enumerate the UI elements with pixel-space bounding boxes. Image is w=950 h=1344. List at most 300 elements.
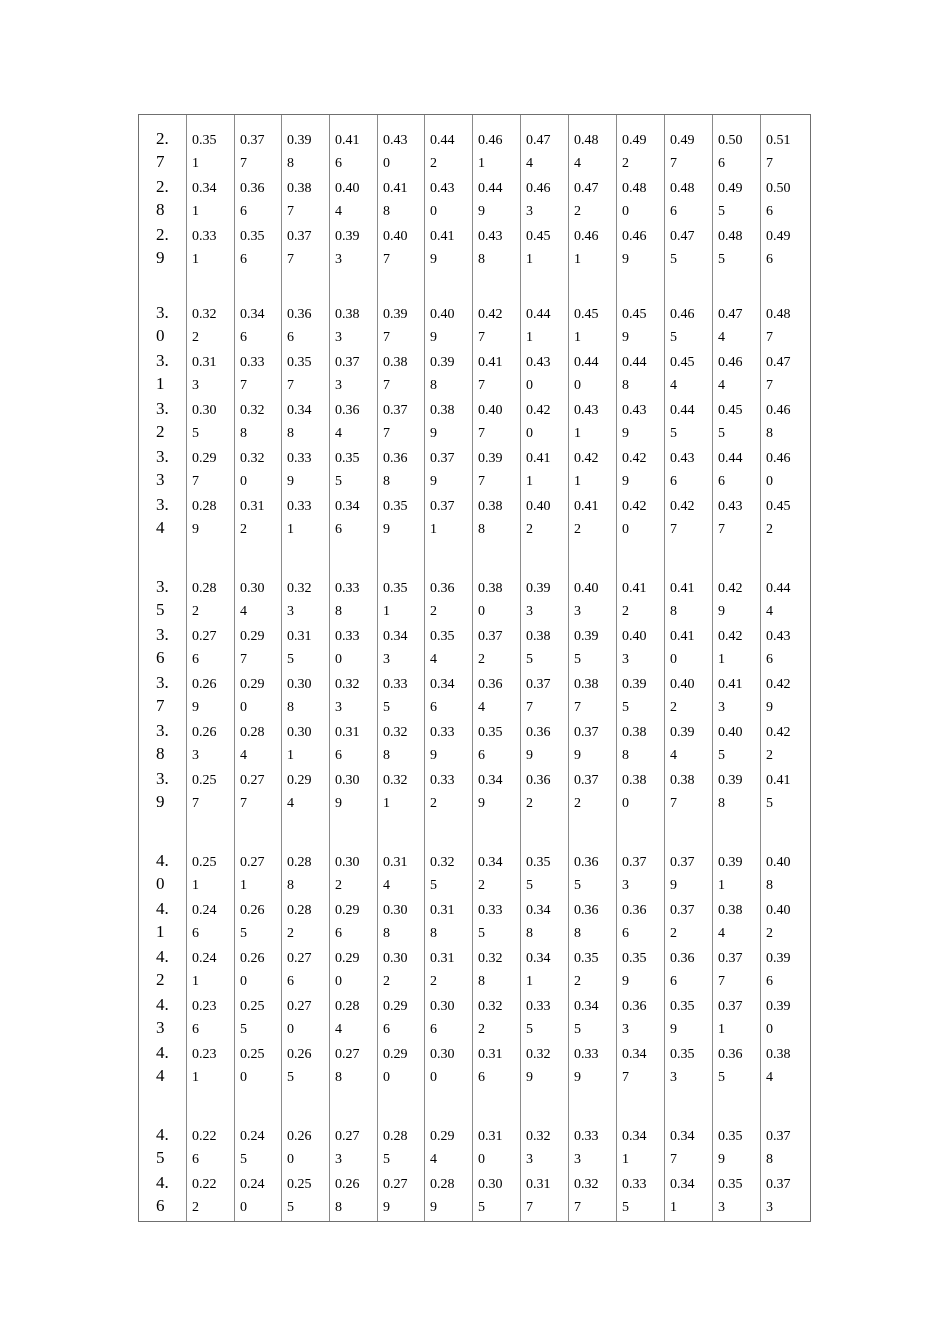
- table-cell: [766, 399, 791, 445]
- cell-value-head: 0.37: [574, 773, 599, 788]
- cell-value-tail: 9: [766, 700, 773, 715]
- cell-value-head: 0.36: [287, 307, 312, 322]
- table-cell: [335, 577, 360, 623]
- cell-value-tail: 3: [335, 378, 342, 393]
- cell-value-tail: 1: [287, 748, 294, 763]
- table-cell: [240, 851, 265, 897]
- cell-value-head: 0.26: [287, 1047, 312, 1062]
- cell-value-tail: 6: [335, 522, 342, 537]
- cell-value-head: 0.29: [430, 1129, 455, 1144]
- cell-value-tail: 0: [240, 1070, 247, 1085]
- table-cell: [622, 225, 647, 271]
- cell-value-head: 0.42: [670, 499, 695, 514]
- cell-value-head: 0.48: [670, 181, 695, 196]
- cell-value-head: 0.31: [526, 1177, 551, 1192]
- cell-value-tail: 8: [766, 1152, 773, 1167]
- table-cell: [240, 899, 265, 945]
- table-cell: [192, 177, 217, 223]
- table-cell: [574, 673, 599, 719]
- table-cell: [574, 1043, 599, 1089]
- cell-value-tail: 1: [574, 330, 581, 345]
- table-cell: [766, 995, 791, 1041]
- cell-value-tail: 4: [287, 796, 294, 811]
- table-cell: [287, 995, 312, 1041]
- cell-value-head: 0.42: [718, 581, 743, 596]
- table-cell: [670, 495, 695, 541]
- cell-value-head: 0.34: [240, 307, 265, 322]
- cell-value-head: 0.33: [335, 629, 360, 644]
- table-cell: [240, 351, 265, 397]
- cell-value-tail: 9: [478, 204, 485, 219]
- table-cell: [383, 177, 408, 223]
- row-label-fraction: 2: [156, 970, 165, 989]
- table-cell: [192, 577, 217, 623]
- table-cell: [526, 1043, 551, 1089]
- cell-value-tail: 1: [240, 878, 247, 893]
- cell-value-tail: 5: [383, 1152, 390, 1167]
- cell-value-tail: 6: [335, 926, 342, 941]
- column-divider: [520, 115, 521, 1221]
- cell-value-tail: 5: [287, 1070, 294, 1085]
- table-cell: [478, 129, 503, 175]
- cell-value-head: 0.25: [192, 855, 217, 870]
- table-cell: [766, 351, 791, 397]
- table-cell: [287, 399, 312, 445]
- cell-value-head: 0.38: [526, 629, 551, 644]
- cell-value-head: 0.32: [335, 677, 360, 692]
- cell-value-head: 0.42: [526, 403, 551, 418]
- table-cell: [192, 1173, 217, 1219]
- table-cell: [766, 899, 791, 945]
- cell-value-head: 0.34: [622, 1047, 647, 1062]
- table-cell: [766, 769, 791, 815]
- table-cell: [430, 447, 455, 493]
- cell-value-head: 0.26: [335, 1177, 360, 1192]
- table-cell: [670, 303, 695, 349]
- table-cell: [670, 1043, 695, 1089]
- cell-value-tail: 1: [574, 252, 581, 267]
- cell-value-head: 0.34: [526, 951, 551, 966]
- column-divider: [568, 115, 569, 1221]
- cell-value-tail: 5: [622, 700, 629, 715]
- cell-value-tail: 8: [287, 700, 294, 715]
- column-divider: [472, 115, 473, 1221]
- cell-value-tail: 6: [766, 204, 773, 219]
- table-cell: [574, 447, 599, 493]
- table-cell: [335, 673, 360, 719]
- cell-value-tail: 4: [430, 652, 437, 667]
- table-cell: [192, 225, 217, 271]
- table-cell: [430, 947, 455, 993]
- cell-value-head: 0.29: [287, 773, 312, 788]
- table-cell: [622, 399, 647, 445]
- table-cell: [287, 947, 312, 993]
- cell-value-tail: 9: [718, 604, 725, 619]
- cell-value-head: 0.36: [622, 999, 647, 1014]
- cell-value-head: 0.43: [526, 355, 551, 370]
- cell-value-head: 0.34: [670, 1177, 695, 1192]
- cell-value-tail: 7: [670, 156, 677, 171]
- table-cell: [574, 495, 599, 541]
- cell-value-head: 0.42: [478, 307, 503, 322]
- table-cell: [430, 399, 455, 445]
- table-cell: [718, 495, 743, 541]
- cell-value-tail: 8: [335, 1070, 342, 1085]
- table-cell: [192, 851, 217, 897]
- cell-value-tail: 6: [670, 474, 677, 489]
- cell-value-head: 0.36: [574, 855, 599, 870]
- row-label: [156, 945, 169, 991]
- cell-value-tail: 7: [240, 652, 247, 667]
- cell-value-tail: 6: [192, 1022, 199, 1037]
- row-label-fraction: 5: [156, 600, 165, 619]
- column-divider: [616, 115, 617, 1221]
- table-cell: [192, 351, 217, 397]
- table-cell: [430, 899, 455, 945]
- table-cell: [766, 447, 791, 493]
- cell-value-tail: 4: [335, 204, 342, 219]
- cell-value-head: 0.49: [670, 133, 695, 148]
- cell-value-head: 0.30: [287, 677, 312, 692]
- table-cell: [335, 769, 360, 815]
- table-cell: [670, 351, 695, 397]
- cell-value-head: 0.33: [383, 677, 408, 692]
- table-cell: [335, 899, 360, 945]
- table-cell: [478, 721, 503, 767]
- cell-value-head: 0.40: [430, 307, 455, 322]
- cell-value-tail: 3: [574, 1152, 581, 1167]
- cell-value-head: 0.35: [670, 999, 695, 1014]
- row-label-fraction: 3: [156, 1018, 165, 1037]
- cell-value-tail: 6: [383, 1022, 390, 1037]
- cell-value-tail: 7: [670, 522, 677, 537]
- row-label: [156, 767, 169, 813]
- cell-value-head: 0.46: [766, 451, 791, 466]
- row-label-integer: 2.: [156, 225, 169, 244]
- cell-value-head: 0.37: [287, 229, 312, 244]
- table-cell: [335, 995, 360, 1041]
- table-cell: [383, 625, 408, 671]
- row-label-fraction: 6: [156, 1196, 165, 1215]
- cell-value-head: 0.29: [192, 451, 217, 466]
- cell-value-tail: 9: [670, 878, 677, 893]
- cell-value-head: 0.51: [766, 133, 791, 148]
- cell-value-tail: 3: [192, 748, 199, 763]
- cell-value-head: 0.26: [287, 1129, 312, 1144]
- table-cell: [670, 769, 695, 815]
- cell-value-head: 0.37: [766, 1129, 791, 1144]
- cell-value-head: 0.33: [622, 1177, 647, 1192]
- table-cell: [383, 495, 408, 541]
- table-cell: [766, 225, 791, 271]
- cell-value-tail: 9: [574, 748, 581, 763]
- cell-value-head: 0.24: [192, 903, 217, 918]
- cell-value-head: 0.39: [383, 307, 408, 322]
- column-divider: [760, 115, 761, 1221]
- cell-value-tail: 1: [192, 252, 199, 267]
- cell-value-tail: 7: [670, 1152, 677, 1167]
- cell-value-head: 0.38: [766, 1047, 791, 1062]
- cell-value-tail: 3: [766, 1200, 773, 1215]
- table-cell: [526, 225, 551, 271]
- row-label: [156, 127, 169, 173]
- table-cell: [430, 351, 455, 397]
- table-cell: [526, 947, 551, 993]
- cell-value-head: 0.39: [670, 725, 695, 740]
- cell-value-head: 0.27: [383, 1177, 408, 1192]
- cell-value-head: 0.42: [718, 629, 743, 644]
- cell-value-head: 0.41: [670, 581, 695, 596]
- cell-value-head: 0.35: [718, 1129, 743, 1144]
- cell-value-head: 0.39: [718, 773, 743, 788]
- row-label-integer: 3.: [156, 625, 169, 644]
- table-cell: [766, 303, 791, 349]
- cell-value-tail: 1: [526, 330, 533, 345]
- cell-value-tail: 2: [526, 796, 533, 811]
- cell-value-head: 0.41: [478, 355, 503, 370]
- row-label-integer: 3.: [156, 721, 169, 740]
- table-cell: [718, 129, 743, 175]
- row-label: [156, 719, 169, 765]
- cell-value-tail: 5: [526, 878, 533, 893]
- cell-value-head: 0.34: [430, 677, 455, 692]
- cell-value-head: 0.28: [192, 499, 217, 514]
- cell-value-tail: 0: [766, 474, 773, 489]
- table-cell: [383, 577, 408, 623]
- table-cell: [335, 721, 360, 767]
- cell-value-tail: 4: [574, 156, 581, 171]
- table-cell: [192, 495, 217, 541]
- cell-value-head: 0.34: [622, 1129, 647, 1144]
- table-cell: [766, 1173, 791, 1219]
- cell-value-tail: 3: [526, 1152, 533, 1167]
- cell-value-head: 0.43: [670, 451, 695, 466]
- cell-value-head: 0.34: [383, 629, 408, 644]
- table-cell: [574, 129, 599, 175]
- cell-value-tail: 7: [192, 796, 199, 811]
- cell-value-tail: 8: [430, 378, 437, 393]
- cell-value-head: 0.39: [574, 629, 599, 644]
- cell-value-tail: 6: [192, 926, 199, 941]
- cell-value-head: 0.46: [478, 133, 503, 148]
- cell-value-head: 0.24: [240, 1129, 265, 1144]
- cell-value-tail: 7: [287, 204, 294, 219]
- table-cell: [383, 399, 408, 445]
- cell-value-tail: 6: [766, 252, 773, 267]
- table-cell: [670, 447, 695, 493]
- table-cell: [192, 721, 217, 767]
- cell-value-head: 0.38: [622, 725, 647, 740]
- table-cell: [287, 129, 312, 175]
- cell-value-tail: 7: [622, 1070, 629, 1085]
- cell-value-tail: 7: [526, 700, 533, 715]
- cell-value-tail: 2: [766, 926, 773, 941]
- cell-value-tail: 2: [430, 604, 437, 619]
- cell-value-tail: 5: [574, 652, 581, 667]
- row-label-integer: 3.: [156, 351, 169, 370]
- cell-value-tail: 8: [335, 604, 342, 619]
- cell-value-head: 0.36: [383, 451, 408, 466]
- cell-value-head: 0.35: [574, 951, 599, 966]
- cell-value-head: 0.25: [287, 1177, 312, 1192]
- cell-value-head: 0.50: [718, 133, 743, 148]
- row-label: [156, 849, 169, 895]
- table-cell: [526, 899, 551, 945]
- table-cell: [622, 769, 647, 815]
- cell-value-head: 0.28: [335, 999, 360, 1014]
- cell-value-head: 0.40: [766, 855, 791, 870]
- table-cell: [622, 1173, 647, 1219]
- cell-value-tail: 2: [383, 974, 390, 989]
- cell-value-tail: 5: [718, 252, 725, 267]
- table-cell: [526, 995, 551, 1041]
- table-cell: [335, 447, 360, 493]
- cell-value-tail: 5: [287, 1200, 294, 1215]
- cell-value-head: 0.46: [622, 229, 647, 244]
- table-cell: [192, 1125, 217, 1171]
- table-cell: [526, 447, 551, 493]
- table-cell: [430, 225, 455, 271]
- table-cell: [670, 577, 695, 623]
- cell-value-head: 0.43: [430, 181, 455, 196]
- table-cell: [574, 399, 599, 445]
- table-cell: [287, 721, 312, 767]
- table-cell: [670, 1125, 695, 1171]
- cell-value-tail: 3: [526, 204, 533, 219]
- cell-value-head: 0.40: [574, 581, 599, 596]
- table-cell: [430, 625, 455, 671]
- cell-value-tail: 5: [192, 426, 199, 441]
- table-cell: [383, 303, 408, 349]
- table-cell: [574, 351, 599, 397]
- table-cell: [383, 225, 408, 271]
- cell-value-head: 0.38: [478, 499, 503, 514]
- cell-value-head: 0.41: [718, 677, 743, 692]
- cell-value-tail: 5: [718, 748, 725, 763]
- cell-value-tail: 3: [287, 604, 294, 619]
- table-cell: [478, 1043, 503, 1089]
- cell-value-head: 0.48: [622, 181, 647, 196]
- cell-value-head: 0.37: [670, 903, 695, 918]
- cell-value-head: 0.40: [622, 629, 647, 644]
- cell-value-tail: 7: [478, 426, 485, 441]
- cell-value-head: 0.23: [192, 999, 217, 1014]
- cell-value-tail: 0: [430, 1070, 437, 1085]
- cell-value-tail: 4: [478, 700, 485, 715]
- cell-value-tail: 6: [287, 974, 294, 989]
- cell-value-head: 0.37: [574, 725, 599, 740]
- table-cell: [622, 995, 647, 1041]
- cell-value-tail: 2: [478, 1022, 485, 1037]
- table-cell: [574, 721, 599, 767]
- cell-value-tail: 8: [574, 926, 581, 941]
- table-cell: [287, 851, 312, 897]
- cell-value-head: 0.30: [430, 999, 455, 1014]
- cell-value-tail: 8: [622, 378, 629, 393]
- cell-value-tail: 9: [383, 522, 390, 537]
- table-cell: [335, 1125, 360, 1171]
- cell-value-tail: 6: [192, 652, 199, 667]
- cell-value-tail: 9: [622, 974, 629, 989]
- cell-value-head: 0.32: [287, 581, 312, 596]
- cell-value-tail: 2: [574, 204, 581, 219]
- table-cell: [478, 769, 503, 815]
- cell-value-tail: 7: [718, 522, 725, 537]
- cell-value-head: 0.37: [478, 629, 503, 644]
- cell-value-head: 0.50: [766, 181, 791, 196]
- row-label: [156, 175, 169, 221]
- cell-value-head: 0.40: [478, 403, 503, 418]
- cell-value-head: 0.40: [383, 229, 408, 244]
- cell-value-tail: 4: [335, 1022, 342, 1037]
- cell-value-tail: 8: [526, 926, 533, 941]
- cell-value-head: 0.31: [478, 1129, 503, 1144]
- cell-value-tail: 8: [478, 252, 485, 267]
- cell-value-tail: 8: [766, 878, 773, 893]
- cell-value-tail: 6: [335, 748, 342, 763]
- row-label-integer: 3.: [156, 447, 169, 466]
- row-label: [156, 897, 169, 943]
- cell-value-tail: 5: [670, 426, 677, 441]
- row-label-integer: 3.: [156, 399, 169, 418]
- table-cell: [383, 995, 408, 1041]
- table-cell: [287, 225, 312, 271]
- cell-value-head: 0.27: [192, 629, 217, 644]
- table-cell: [240, 721, 265, 767]
- cell-value-head: 0.37: [766, 1177, 791, 1192]
- cell-value-head: 0.33: [478, 903, 503, 918]
- table-cell: [240, 1125, 265, 1171]
- cell-value-head: 0.39: [622, 677, 647, 692]
- cell-value-head: 0.41: [670, 629, 695, 644]
- cell-value-tail: 1: [192, 1070, 199, 1085]
- table-cell: [574, 1125, 599, 1171]
- cell-value-head: 0.22: [192, 1129, 217, 1144]
- table-cell: [240, 673, 265, 719]
- cell-value-tail: 6: [718, 156, 725, 171]
- row-label-integer: 4.: [156, 1043, 169, 1062]
- table-cell: [383, 899, 408, 945]
- table-cell: [766, 177, 791, 223]
- cell-value-head: 0.43: [766, 629, 791, 644]
- cell-value-head: 0.31: [192, 355, 217, 370]
- row-label-fraction: 4: [156, 1066, 165, 1085]
- table-cell: [430, 129, 455, 175]
- row-label-fraction: 7: [156, 696, 165, 715]
- cell-value-head: 0.28: [430, 1177, 455, 1192]
- cell-value-head: 0.44: [430, 133, 455, 148]
- table-cell: [192, 673, 217, 719]
- cell-value-tail: 1: [718, 1022, 725, 1037]
- table-cell: [574, 899, 599, 945]
- cell-value-head: 0.26: [240, 903, 265, 918]
- cell-value-tail: 1: [718, 878, 725, 893]
- table-cell: [287, 769, 312, 815]
- cell-value-head: 0.32: [383, 725, 408, 740]
- cell-value-tail: 7: [287, 378, 294, 393]
- cell-value-head: 0.34: [574, 999, 599, 1014]
- cell-value-head: 0.38: [478, 581, 503, 596]
- cell-value-tail: 5: [526, 1022, 533, 1037]
- table-cell: [335, 351, 360, 397]
- table-cell: [670, 899, 695, 945]
- cell-value-tail: 7: [718, 974, 725, 989]
- table-cell: [192, 947, 217, 993]
- cell-value-head: 0.47: [718, 307, 743, 322]
- table-cell: [430, 721, 455, 767]
- cell-value-head: 0.26: [192, 677, 217, 692]
- table-cell: [240, 447, 265, 493]
